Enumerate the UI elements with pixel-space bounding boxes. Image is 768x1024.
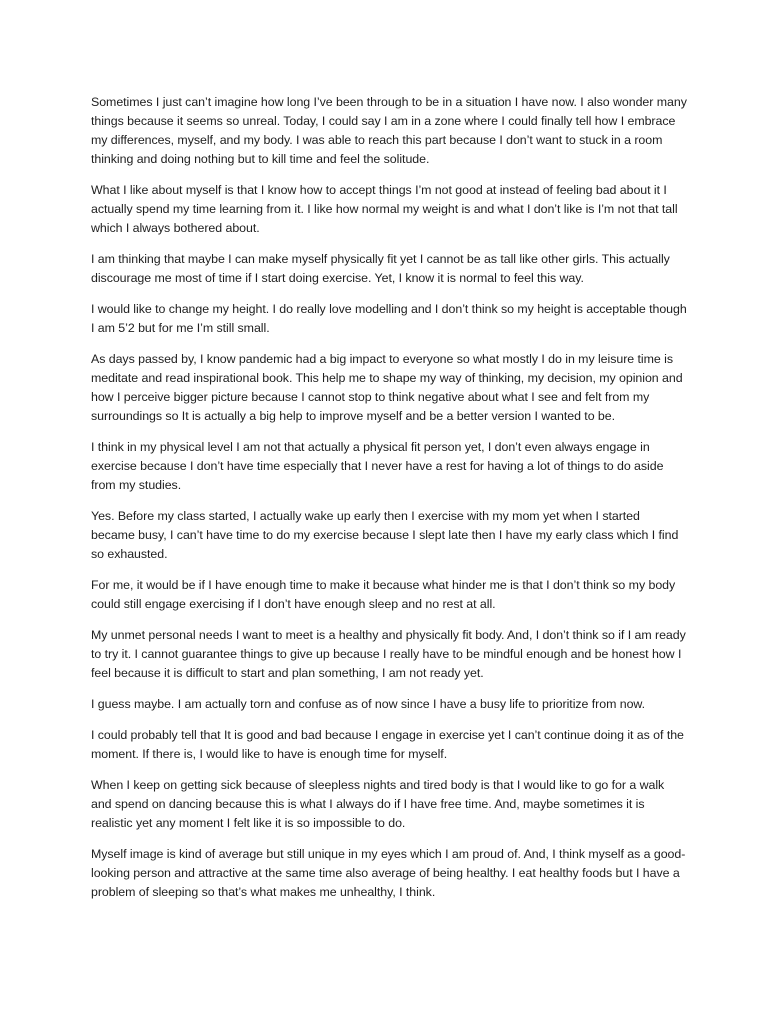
paragraph-12: When I keep on getting sick because of sleepless nights and tired body is that I would like to go for a walk and spend on dancing because this is what I always do if I have free time. And, maybe sometimes it is realistic yet any moment I felt like it is so impossible to do.: [91, 778, 665, 830]
paragraph-11: I could probably tell that It is good and bad because I engage in exercise yet I can’t continue doing it as of the moment. If there is, I would like to have is enough time for myself.: [91, 728, 684, 761]
paragraph-10: I guess maybe. I am actually torn and confuse as of now since I have a busy life to prioritize from now.: [91, 697, 646, 711]
paragraph-9: My unmet personal needs I want to meet is a healthy and physically fit body. And, I don’t think so if I am ready to try it. I cannot guarantee things to give up because I really have to be mindful enough and be honest how I feel because it is difficult to start and plan something, I am not ready yet.: [91, 628, 686, 680]
paragraph-5: As days passed by, I know pandemic had a big impact to everyone so what mostly I do in my leisure time is meditate and read inspirational book. This help me to shape my way of thinking, my decision, my opinion and how I perceive bigger picture because I cannot stop to think negative about what I see and felt from my surroundings so It is actually a big help to improve myself and be a better version I wanted to be.: [91, 352, 683, 423]
paragraph-3: I am thinking that maybe I can make myself physically fit yet I cannot be as tall like other girls. This actually discourage me most of time if I start doing exercise. Yet, I know it is normal to feel this way.: [91, 252, 670, 285]
paragraph-4: I would like to change my height. I do really love modelling and I don’t think so my height is acceptable though I am 5’2 but for me I’m still small.: [91, 302, 687, 335]
paragraph-2: What I like about myself is that I know how to accept things I’m not good at instead of feeling bad about it I actually spend my time learning from it. I like how normal my weight is and what I don’t like is I’m not that tall which I always bothered about.: [91, 183, 678, 235]
paragraph-13: Myself image is kind of average but still unique in my eyes which I am proud of. And, I think myself as a good-looking person and attractive at the same time also average of being healthy. I eat healthy foods but I have a problem of sleeping so that’s what makes me unhealthy, I think.: [91, 847, 686, 899]
paragraph-1: Sometimes I just can’t imagine how long I’ve been through to be in a situation I have now. I also wonder many things because it seems so unreal. Today, I could say I am in a zone where I could finally tell how I embrace my differences, myself, and my body. I was able to reach this part because I don’t want to stuck in a room thinking and doing nothing but to kill time and feel the solitude.: [91, 95, 687, 166]
paragraph-6: I think in my physical level I am not that actually a physical fit person yet, I don’t even always engage in exercise because I don’t have time especially that I never have a rest for having a lot of things to do aside from my studies.: [91, 440, 664, 492]
paragraph-7: Yes. Before my class started, I actually wake up early then I exercise with my mom yet when I started became busy, I can’t have time to do my exercise because I slept late then I have my early class which I find so exhausted.: [91, 509, 679, 561]
paragraph-8: For me, it would be if I have enough time to make it because what hinder me is that I don’t think so my body could still engage exercising if I don’t have enough sleep and no rest at all.: [91, 578, 676, 611]
document-body: [91, 93, 687, 914]
